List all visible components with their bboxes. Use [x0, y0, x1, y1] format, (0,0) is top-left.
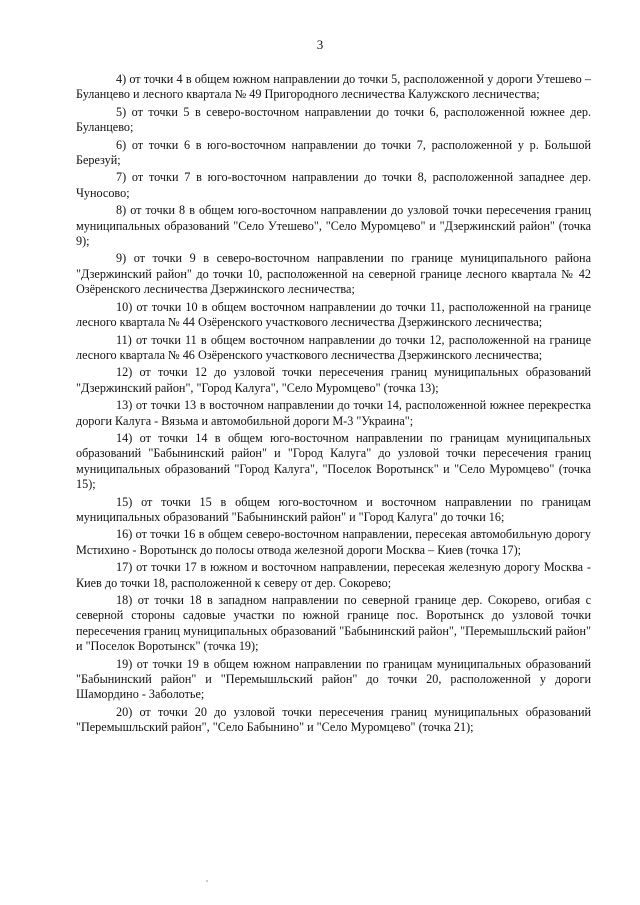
paragraph-point-18: 18) от точки 18 в западном направлении по северной границе дер. Сокорево, огибая с северной стороны садовые участки по южной границе пос. Воротынск до узловой точки пересечения границ муниципальных образований "Бабынинский район", "Перемышльский район" и "Поселок Воротынск" (точка 19);: [76, 593, 591, 654]
scan-speck: [206, 880, 208, 882]
paragraph-point-6: 6) от точки 6 в юго-восточном направлении до точки 7, расположенной у р. Большой Березуй;: [76, 137, 591, 168]
paragraph-point-7: 7) от точки 7 в юго-восточном направлении до точки 8, расположенной западнее дер. Чуносово;: [76, 170, 591, 200]
paragraph-point-17: 17) от точки 17 в южном и восточном направлении, пересекая железную дорогу Москва - Киев до точки 18, расположенной к северу от дер. Сокорево;: [76, 560, 591, 590]
paragraph-point-20: 20) от точки 20 до узловой точки пересечения границ муниципальных образований "Перемышльский район", "Село Бабынино" и "Село Муромцево" (точка 21);: [76, 704, 591, 735]
paragraph-point-19: 19) от точки 19 в общем южном направлении по границам муниципальных образований "Бабынинский район" и "Перемышльский район" до точки 20, расположенной у дороги Шамордино - Заболотье;: [76, 656, 591, 702]
paragraph-point-10: 10) от точки 10 в общем восточном направлении до точки 11, расположенной на границе лесного квартала № 44 Озёренского участкового лесничества Дзержинского лесничества;: [76, 299, 591, 330]
paragraph-point-16: 16) от точки 16 в общем северо-восточном направлении, пересекая автомобильную дорогу Мстихино - Воротынск до полосы отвода железной дороги Москва – Киев (точка 17);: [76, 527, 591, 557]
paragraph-point-11: 11) от точки 11 в общем восточном направлении до точки 12, расположенной на границе лесного квартала № 46 Озёренского участкового лесничества Дзержинского лесничества;: [76, 332, 591, 362]
paragraph-point-12: 12) от точки 12 до узловой точки пересечения границ муниципальных образований "Дзержинский район", "Город Калуга", "Село Муромцево" (точка 13);: [76, 365, 591, 395]
paragraph-point-4: 4) от точки 4 в общем южном направлении до точки 5, расположенной у дороги Утешево – Буланцево и лесного квартала № 49 Пригородного лесничества Калужского лесничества;: [76, 72, 591, 102]
paragraph-point-5: 5) от точки 5 в северо-восточном направлении до точки 6, расположенной южнее дер. Буланцево;: [76, 104, 591, 135]
paragraph-point-9: 9) от точки 9 в северо-восточном направлении по границе муниципального района "Дзержинский район" до точки 10, расположенной на северной границе лесного квартала № 42 Озёренского лесничества Дзержинского лесничества;: [76, 251, 591, 297]
paragraph-point-8: 8) от точки 8 в общем юго-восточном направлении до узловой точки пересечения границ муниципальных образований "Село Утешево", "Село Муромцево" и "Дзержинский район" (точка 9);: [76, 203, 591, 249]
paragraph-point-13: 13) от точки 13 в восточном направлении до точки 14, расположенной южнее перекрестка дороги Калуга - Вязьма и автомобильной дороги М-3 "Украина";: [76, 398, 591, 428]
paragraph-point-15: 15) от точки 15 в общем юго-восточном и восточном направлении по границам муниципальных образований "Бабынинский район" и "Город Калуга" до точки 16;: [76, 494, 591, 524]
document-body: [76, 72, 591, 738]
paragraph-point-14: 14) от точки 14 в общем юго-восточном направлении по границам муниципальных образований "Бабынинский район" и "Город Калуга" до узловой точки пересечения границ муниципальных образований "Город Калуга", "Поселок Воротынск" и "Село Муромцево" (точка 15);: [76, 430, 591, 492]
page-number: 3: [316, 37, 324, 52]
